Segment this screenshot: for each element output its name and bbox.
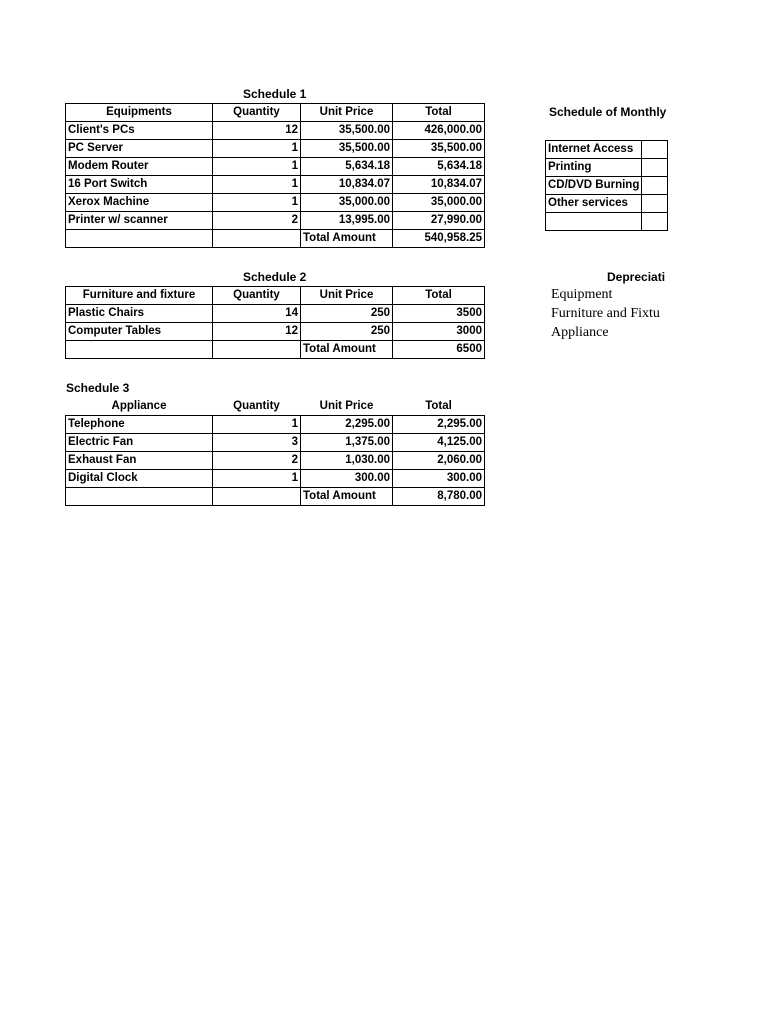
total-amount-value: 540,958.25 xyxy=(393,230,485,248)
total-amount-label: Total Amount xyxy=(301,230,393,248)
table-row xyxy=(66,140,485,158)
empty-cell xyxy=(642,141,668,159)
total-cell: 4,125.00 xyxy=(393,434,485,452)
unit-price-cell: 35,500.00 xyxy=(301,122,393,140)
header-cell: Unit Price xyxy=(301,287,393,305)
table-row xyxy=(66,416,485,434)
monthly-title: Schedule of Monthly xyxy=(549,105,667,119)
header-cell: Quantity xyxy=(213,287,301,305)
total-cell: 3000 xyxy=(393,323,485,341)
quantity-cell: 12 xyxy=(213,323,301,341)
total-cell: 10,834.07 xyxy=(393,176,485,194)
empty-cell xyxy=(642,177,668,195)
total-cell: 35,500.00 xyxy=(393,140,485,158)
header-cell: Equipments xyxy=(66,104,213,122)
unit-price-cell: 1,375.00 xyxy=(301,434,393,452)
table-row xyxy=(66,176,485,194)
header-cell: Furniture and fixture xyxy=(66,287,213,305)
quantity-cell: 1 xyxy=(213,194,301,212)
item-cell: Exhaust Fan xyxy=(66,452,213,470)
empty-cell xyxy=(213,488,301,506)
unit-price-cell: 250 xyxy=(301,305,393,323)
schedule1-title: Schedule 1 xyxy=(243,87,307,101)
header-cell: Appliance xyxy=(111,400,167,412)
total-row xyxy=(66,488,485,506)
quantity-cell: 1 xyxy=(213,416,301,434)
total-cell: 2,060.00 xyxy=(393,452,485,470)
empty-cell xyxy=(213,341,301,359)
monthly-item-cell: Printing xyxy=(546,159,642,177)
item-cell: Modem Router xyxy=(66,158,213,176)
table-row xyxy=(546,141,668,159)
table-row xyxy=(66,158,485,176)
table-header-row xyxy=(66,104,485,122)
table-row xyxy=(546,159,668,177)
table-row xyxy=(546,195,668,213)
total-cell: 426,000.00 xyxy=(393,122,485,140)
total-amount-label: Total Amount xyxy=(301,341,393,359)
unit-price-cell: 10,834.07 xyxy=(301,176,393,194)
table-row xyxy=(66,452,485,470)
quantity-cell: 2 xyxy=(213,212,301,230)
header-cell: Quantity xyxy=(233,400,280,412)
unit-price-cell: 5,634.18 xyxy=(301,158,393,176)
quantity-cell: 2 xyxy=(213,452,301,470)
item-cell: Computer Tables xyxy=(66,323,213,341)
table-row xyxy=(546,177,668,195)
unit-price-cell: 300.00 xyxy=(301,470,393,488)
header-cell: Unit Price xyxy=(301,104,393,122)
empty-cell xyxy=(642,195,668,213)
total-row xyxy=(66,230,485,248)
quantity-cell: 14 xyxy=(213,305,301,323)
depreciation-item: Equipment xyxy=(551,287,613,302)
empty-cell xyxy=(66,230,213,248)
table-header-row xyxy=(66,287,485,305)
unit-price-cell: 250 xyxy=(301,323,393,341)
total-cell: 27,990.00 xyxy=(393,212,485,230)
schedule1-table xyxy=(65,103,485,248)
schedule2-title: Schedule 2 xyxy=(243,270,307,284)
item-cell: Telephone xyxy=(66,416,213,434)
unit-price-cell: 35,500.00 xyxy=(301,140,393,158)
empty-cell xyxy=(213,230,301,248)
item-cell: Electric Fan xyxy=(66,434,213,452)
total-row xyxy=(66,341,485,359)
item-cell: Xerox Machine xyxy=(66,194,213,212)
quantity-cell: 1 xyxy=(213,140,301,158)
empty-cell xyxy=(66,488,213,506)
item-cell: Printer w/ scanner xyxy=(66,212,213,230)
table-row xyxy=(66,470,485,488)
schedule3-title: Schedule 3 xyxy=(66,381,130,395)
monthly-item-cell: Internet Access xyxy=(546,141,642,159)
quantity-cell: 1 xyxy=(213,470,301,488)
empty-cell xyxy=(642,213,668,231)
empty-cell xyxy=(546,213,642,231)
header-cell: Total xyxy=(393,287,485,305)
depreciation-item: Furniture and Fixtu xyxy=(551,306,660,321)
item-cell: Plastic Chairs xyxy=(66,305,213,323)
empty-cell xyxy=(66,341,213,359)
unit-price-cell: 2,295.00 xyxy=(301,416,393,434)
header-cell: Total xyxy=(393,104,485,122)
unit-price-cell: 35,000.00 xyxy=(301,194,393,212)
table-header-row xyxy=(66,398,485,416)
quantity-cell: 1 xyxy=(213,176,301,194)
table-row xyxy=(66,194,485,212)
schedule3-table xyxy=(65,398,485,506)
empty-cell xyxy=(642,159,668,177)
header-cell: Unit Price xyxy=(319,400,374,412)
table-row xyxy=(546,213,668,231)
schedule2-table xyxy=(65,286,485,359)
item-cell: PC Server xyxy=(66,140,213,158)
total-cell: 300.00 xyxy=(393,470,485,488)
total-amount-label: Total Amount xyxy=(301,488,393,506)
table-row xyxy=(66,434,485,452)
monthly-item-cell: CD/DVD Burning xyxy=(546,177,642,195)
quantity-cell: 1 xyxy=(213,158,301,176)
total-cell: 35,000.00 xyxy=(393,194,485,212)
monthly-item-cell: Other services xyxy=(546,195,642,213)
depreciation-item: Appliance xyxy=(551,325,609,340)
table-row xyxy=(66,212,485,230)
table-row xyxy=(66,323,485,341)
depreciation-title: Depreciati xyxy=(607,270,666,284)
unit-price-cell: 13,995.00 xyxy=(301,212,393,230)
total-amount-value: 6500 xyxy=(393,341,485,359)
item-cell: Digital Clock xyxy=(66,470,213,488)
quantity-cell: 3 xyxy=(213,434,301,452)
table-row xyxy=(66,305,485,323)
unit-price-cell: 1,030.00 xyxy=(301,452,393,470)
total-cell: 3500 xyxy=(393,305,485,323)
table-row xyxy=(66,122,485,140)
monthly-table xyxy=(545,140,668,231)
header-cell: Quantity xyxy=(213,104,301,122)
header-cell: Total xyxy=(425,400,452,412)
item-cell: 16 Port Switch xyxy=(66,176,213,194)
total-amount-value: 8,780.00 xyxy=(393,488,485,506)
total-cell: 5,634.18 xyxy=(393,158,485,176)
quantity-cell: 12 xyxy=(213,122,301,140)
total-cell: 2,295.00 xyxy=(393,416,485,434)
item-cell: Client's PCs xyxy=(66,122,213,140)
